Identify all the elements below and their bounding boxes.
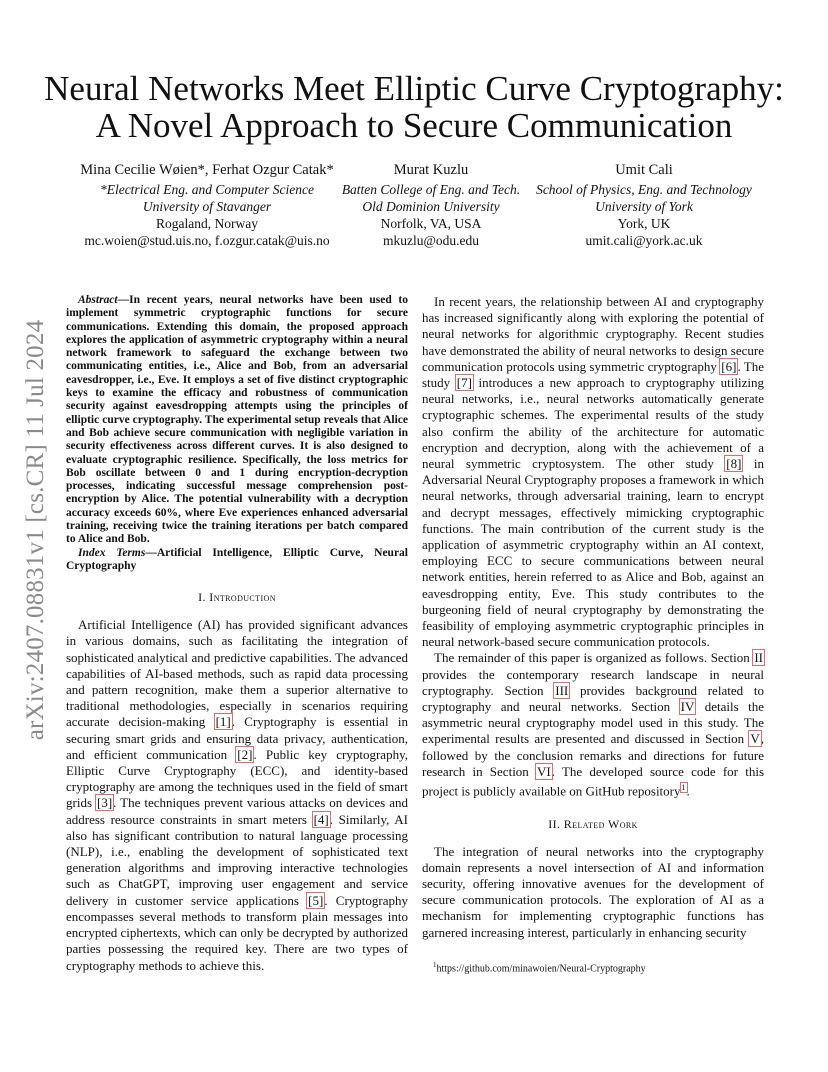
author-affiliation: School of Physics, Eng. and Technology bbox=[536, 182, 752, 197]
section-link-VI[interactable]: VI bbox=[537, 763, 551, 779]
text-run: Artificial Intelligence (AI) has provided significant advances in various domains, such as facilitating the integration of sophisticated analytical and predictive capabilities. The advanced capabilities of AI-based methods, such as rapid data processing and pattern recognition, make them a superior alternative to traditional methodologies, especially in scenarios requiring accurate decision-making bbox=[66, 617, 408, 730]
section-link-II[interactable]: II bbox=[754, 650, 763, 666]
citation-link-3[interactable]: [3] bbox=[97, 795, 113, 811]
arxiv-identifier-stamp: arXiv:2407.08831v1 [cs.CR] 11 Jul 2024 bbox=[22, 319, 49, 741]
paper-title bbox=[40, 70, 788, 144]
footnote-link-1[interactable]: 1 bbox=[681, 783, 686, 793]
citation-link-1[interactable]: [1] bbox=[215, 714, 231, 730]
section-link-III[interactable]: III bbox=[555, 682, 569, 698]
abstract bbox=[66, 294, 408, 547]
text-run: in Adversarial Neural Cryptography proposes a framework in which neural networks, through adversarial training, learn to encrypt and decrypt messages, effectively mimicking cryptographic functions. The main contribution of the current study is the application of asymmetric cryptography within an AI context, employing ECC to secure communications between neural network entities, herein referred to as Alice and Bob, against an eavesdropping entity, Eve. This study contributes to the burgeoning field of neural cryptography by demonstrating the feasibility of employing asymmetric cryptographic principles in neural network-based secure communication protocols. bbox=[422, 456, 764, 650]
text-run: provides the contemporary research landscape in neural cryptography. Section bbox=[422, 666, 764, 698]
citation-link-6[interactable]: [6] bbox=[721, 358, 737, 374]
title-line-2: A Novel Approach to Secure Communication bbox=[95, 106, 733, 145]
text-run: In recent years, the relationship between AI and cryptography has increased significantly along with exploring the potential of neural networks for algorithmic cryptography. Recent studies have demonstrated the ability of neural networks to design secure communication protocols using symmetric cryptography bbox=[422, 294, 764, 374]
footnote-url[interactable]: https://github.com/minawoien/Neural-Cryptography bbox=[436, 963, 646, 975]
section-heading-introduction: I. Introduction bbox=[198, 590, 276, 605]
author-location: Norfolk, VA, USA bbox=[380, 216, 482, 231]
title-line-1: Neural Networks Meet Elliptic Curve Cryptography: bbox=[44, 69, 784, 108]
text-run: introduces a new approach to cryptography utilizing neural networks, i.e., neural networks automatically generate cryptographic schemes. The experimental results of the study also confirm the ability of the architecture for automatic encryption and decryption, along with the achievement of a neural symmetric cryptosystem. The other study bbox=[422, 375, 764, 472]
abstract-text: —In recent years, neural networks have been used to implement symmetric cryptographic functions for secure communications. Extending this domain, the proposed approach explores the application of asymmetric cryptography within a neural network framework to safeguard the exchange between two communicating entities, i.e., Alice and Bob, from an adversarial eavesdropper, i.e., Eve. It employs a set of five distinct cryptographic keys to examine the efficacy and robustness of communication security against eavesdropping attempts using the principles of elliptic curve cryptography. The experimental setup reveals that Alice and Bob achieve secure communication with negligible variation in security effectiveness across different curves. It is also designed to evaluate cryptographic resilience. Specifically, the loss metrics for Bob oscillate between 0 and 1 during encryption-decryption processes, indicating successful message comprehension post-encryption by Alice. The potential vulnerability with a decryption accuracy exceeds 60%, where Eve experiences enhanced adversarial training, receiving twice the training iterations per batch compared to Alice and Bob. bbox=[66, 294, 408, 546]
author-location: Rogaland, Norway bbox=[156, 216, 258, 231]
index-terms-label: Index Terms bbox=[78, 546, 146, 559]
author-names: Umit Cali bbox=[615, 162, 673, 178]
author-email: mc.woien@stud.uis.no, f.ozgur.catak@uis.no bbox=[84, 233, 330, 248]
citation-link-4[interactable]: [4] bbox=[313, 811, 329, 827]
text-run: . Cryptography is essential in securing smart grids and ensuring data privacy, authentication, and efficient communication bbox=[66, 714, 408, 762]
author-email: mkuzlu@odu.edu bbox=[382, 233, 480, 248]
author-email: umit.cali@york.ac.uk bbox=[585, 233, 703, 248]
author-names: Murat Kuzlu bbox=[393, 162, 469, 178]
text-run: . bbox=[686, 783, 690, 799]
citation-link-5[interactable]: [5] bbox=[308, 892, 324, 908]
citation-link-8[interactable]: [8] bbox=[726, 456, 742, 472]
left-column bbox=[66, 294, 408, 974]
author-institution: University of Stavanger bbox=[142, 199, 272, 214]
author-location: York, UK bbox=[617, 216, 671, 231]
index-terms-text: —Artificial Intelligence, Elliptic Curve, Neural Cryptography bbox=[66, 546, 408, 572]
text-run: . Cryptography encompasses several methods to transform plain messages into encrypted ciphertexts, which can only be decrypted by authorized parties possessing the required key. There are two types of cryptography methods to achieve this. bbox=[66, 892, 409, 973]
section-heading-related-work: II. Related Work bbox=[548, 816, 638, 831]
author-names: Mina Cecilie Wøien*, Ferhat Ozgur Catak* bbox=[80, 162, 334, 178]
intro-paragraph-2 bbox=[422, 294, 764, 650]
author-institution: University of York bbox=[595, 199, 693, 214]
author-affiliation: *Electrical Eng. and Computer Science bbox=[99, 182, 315, 197]
text-run: . The techniques prevent various attacks on devices and address resource constraints in smart meters bbox=[66, 795, 409, 827]
author-block-york bbox=[528, 162, 760, 249]
related-work-paragraph-1: The integration of neural networks into the cryptography domain represents a novel intersection of AI and information security, offering innovative avenues for the development of secure communication protocols. The exploration of AI as a mechanism for implementing cryptographic functions has garnered increasing interest, particularly in enhancing security bbox=[422, 843, 764, 940]
citation-link-7[interactable]: [7] bbox=[456, 375, 472, 391]
section-link-V[interactable]: V bbox=[750, 731, 760, 747]
section-link-IV[interactable]: IV bbox=[680, 699, 695, 715]
author-block-odu bbox=[336, 162, 526, 249]
footnote-mark: 1 bbox=[433, 961, 437, 969]
text-run: , followed by the conclusion remarks and directions for future research in Section bbox=[422, 731, 764, 779]
footnote bbox=[433, 961, 646, 974]
text-run: . The developed source code for this project is publicly available on GitHub repository bbox=[422, 763, 764, 799]
citation-link-2[interactable]: [2] bbox=[237, 746, 253, 762]
right-column bbox=[422, 294, 764, 941]
text-run: The remainder of this paper is organized as follows. Section bbox=[434, 650, 754, 666]
text-run: provides background related to cryptography and neural networks. Section bbox=[422, 682, 764, 715]
text-run: . The study bbox=[422, 358, 764, 391]
intro-paragraph-1 bbox=[66, 617, 408, 973]
text-run: . Public key cryptography, Elliptic Curve Cryptography (ECC), and identity-based cryptography are among the techniques used in the field of smart grids bbox=[66, 746, 408, 811]
text-run: details the asymmetric neural cryptography model used in this study. The experimental results are presented and discussed in Section bbox=[422, 699, 764, 747]
intro-paragraph-3 bbox=[422, 650, 764, 799]
author-block-uis bbox=[76, 162, 338, 249]
abstract-label: Abstract bbox=[78, 294, 118, 306]
author-affiliation: Batten College of Eng. and Tech. bbox=[341, 182, 521, 197]
text-run: . Similarly, AI also has significant contribution to natural language processing (NLP), i.e., enabling the development of sophisticated text generation algorithms and improving interactive technologies such as ChatGPT, improving user engagement and service delivery in customer service applications bbox=[66, 811, 409, 908]
index-terms bbox=[66, 547, 408, 574]
author-institution: Old Dominion University bbox=[362, 199, 500, 214]
